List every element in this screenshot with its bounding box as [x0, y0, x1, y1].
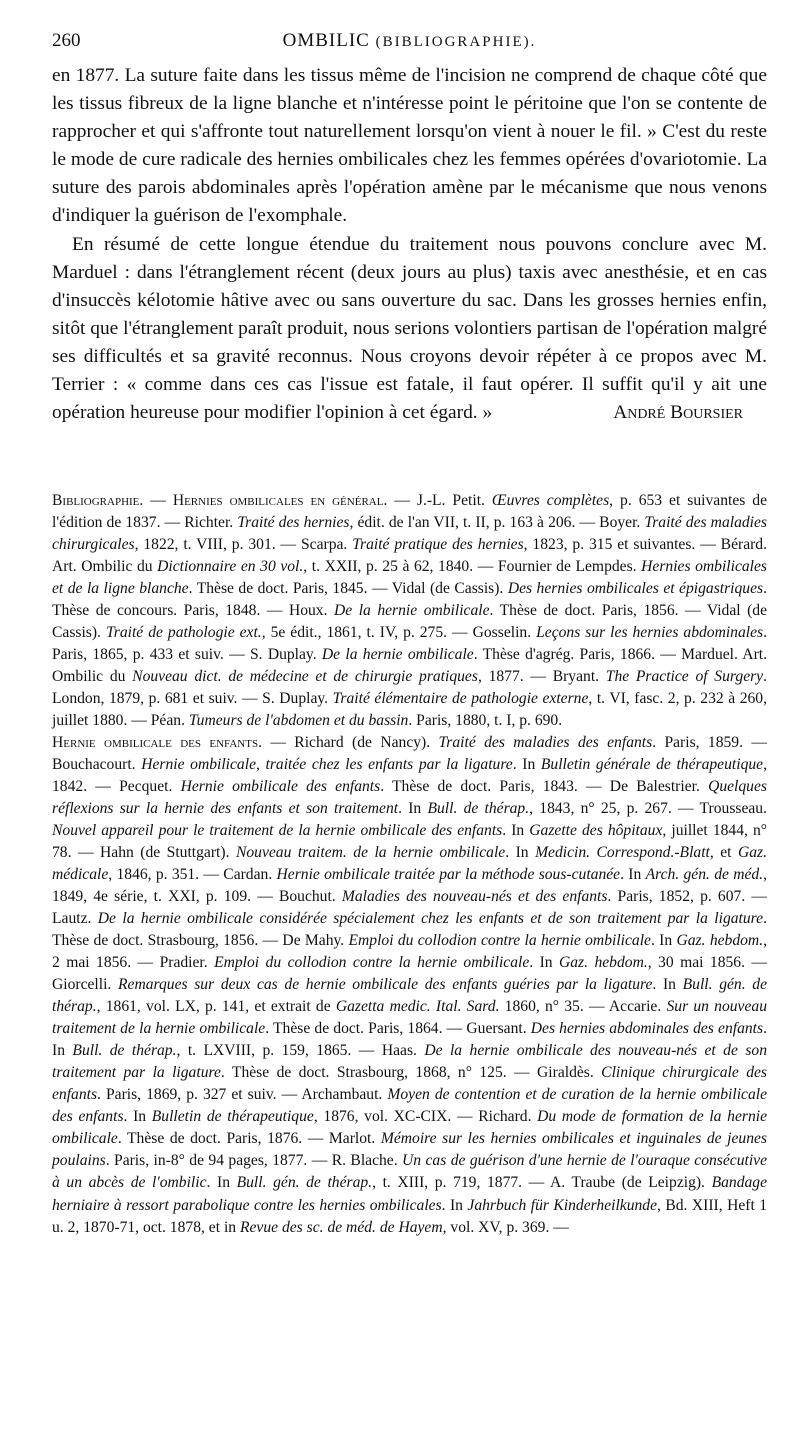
bibliography [52, 490, 767, 1239]
citation-title: Gaz. hebdom. [676, 932, 764, 950]
page-number: 260 [52, 30, 81, 51]
citation-text: . Thèse de doct. Strasbourg, 1856. — De Mahy. [52, 910, 767, 950]
citation-title: Nouveau traitem. de la hernie ombilicale [235, 844, 506, 862]
citation-title: Du mode de formation de la hernie ombilicale [52, 1108, 767, 1148]
citation-title: Jahrbuch für Kinderheilkunde [467, 1196, 658, 1214]
citation-text: . In [652, 976, 683, 994]
bibliography-children-entries [52, 734, 767, 1235]
citation-title: Gaz. médicale [52, 844, 768, 884]
citation-title: Traité des maladies chirurgicales [52, 514, 767, 554]
header-subtitle: (BIBLIOGRAPHIE). [375, 34, 537, 50]
citation-text: . Thèse de doct. Paris, 1845. — Vidal (de Cassis). [188, 580, 508, 598]
citation-title: Emploi du collodion contre la hernie ombilicale [214, 954, 530, 972]
citation-text: . Thèse de doct. Paris, 1843. — De Balestrier. [380, 778, 709, 796]
header-title: OMBILIC [282, 30, 370, 51]
author-signature: André Boursier [613, 402, 743, 424]
citation-text: . Paris, in-8° de 94 pages, 1877. — R. Blache. [105, 1152, 403, 1170]
bibliography-children [52, 732, 767, 1238]
citation-text: , 1849, 4e série, t. XXI, p. 109. — Bouchut. [52, 866, 767, 906]
citation-title: Des hernies abdominales des enfants [530, 1020, 764, 1038]
citation-text: . In [123, 1108, 152, 1126]
bibliography-general-heading: Bibliographie. — Hernies ombilicales en général. [52, 492, 388, 509]
citation-text: , vol. XV, p. 369. — [442, 1218, 569, 1236]
citation-text: , édit. de l'an VII, t. II, p. 163 à 206. — Boyer. [349, 514, 645, 532]
citation-title: De la hernie ombilicale [321, 646, 474, 664]
citation-text: — Richard (de Nancy). [261, 734, 439, 752]
citation-text: , juillet 1844, n° 78. — Hahn (de Stuttgart). [52, 822, 768, 862]
bibliography-children-heading: Hernie ombilicale des enfants. [52, 734, 262, 752]
citation-title: Hernie ombilicale, traitée chez les enfants par la ligature [141, 756, 513, 774]
citation-title: Un cas de guérison d'une hernie de l'ouraque consécutive à un abcès de l'ombilic [52, 1152, 768, 1192]
citation-text: , 1843, n° 25, p. 267. — Trousseau. [529, 800, 767, 818]
citation-text: , 1861, vol. LX, p. 141, et extrait de [96, 998, 336, 1016]
citation-title: Bulletin générale de thérapeutique [540, 756, 764, 774]
citation-text: , t. XXII, p. 25 à 62, 1840. — Fournier de Lempdes. [303, 558, 642, 576]
citation-text: . Thèse de doct. Paris, 1876. — Marlot. [117, 1130, 381, 1148]
citation-title: Bandage herniaire à ressort parabolique contre les hernies ombilicales [52, 1174, 768, 1214]
citation-text: , et [709, 844, 738, 862]
citation-title: Gazette des hôpitaux [529, 822, 663, 840]
citation-title: Remarques sur deux cas de hernie ombilicale des enfants guéries par la ligature [118, 976, 653, 994]
citation-title: Mémoire sur les hernies ombilicales et inguinales de jeunes poulains [52, 1130, 767, 1170]
running-header [52, 30, 767, 60]
main-text [52, 62, 767, 427]
citation-text: , p. 653 et suivantes de l'édition de 1837. — Richter. [52, 492, 768, 532]
citation-text: . In [512, 756, 541, 774]
citation-text: , 2 mai 1856. — Pradier. [52, 932, 767, 972]
citation-title: Des hernies ombilicales et épigastriques [507, 580, 764, 598]
citation-text: , 1846, p. 351. — Cardan. [108, 866, 277, 884]
citation-title: Quelques réflexions sur la hernie des enfants et son traitement [52, 778, 767, 818]
citation-title: Nouvel appareil pour le traitement de la hernie ombilicale des enfants [52, 822, 503, 840]
citation-title: Nouveau dict. de médecine et de chirurgie pratiques [132, 668, 478, 686]
citation-text: , t. VI, fasc. 2, p. 232 à 260, juillet 1880. — Péan. [52, 690, 767, 730]
bibliography-general [52, 490, 767, 732]
citation-title: Bull. de thérap. [72, 1042, 177, 1060]
citation-title: Gaz. hebdom. [559, 954, 648, 972]
citation-title: The Practice of Surgery [605, 668, 764, 686]
bibliography-general-entries [52, 492, 767, 729]
citation-title: Bull. gén. de thérap. [52, 976, 767, 1016]
citation-text: . Thèse de doct. Strasbourg, 1868, n° 125. — Giraldès. [220, 1064, 602, 1082]
citation-title: Leçons sur les hernies abdominales [536, 624, 764, 642]
paragraph-2 [52, 231, 767, 428]
citation-title: Clinique chirurgicale des enfants [52, 1064, 767, 1104]
citation-title: Hernie ombilicale traitée par la méthode sous-cutanée [276, 866, 621, 884]
citation-text: . Thèse d'agrég. Paris, 1866. — Marduel. Art. Ombilic du [52, 646, 767, 686]
citation-title: Bull. gén. de thérap. [236, 1174, 373, 1192]
citation-text: . In [650, 932, 677, 950]
citation-text: . In [52, 1020, 767, 1060]
citation-title: Tumeurs de l'abdomen et du bassin [188, 712, 409, 730]
citation-text: . In [206, 1174, 237, 1192]
citation-title: Traité des hernies [237, 514, 350, 532]
citation-text: . Paris, 1859. — Bouchacourt. [52, 734, 767, 774]
citation-text: , t. LXVIII, p. 159, 1865. — Haas. [176, 1042, 425, 1060]
citation-title: Maladies des nouveau-nés et des enfants [341, 888, 608, 906]
citation-text: . In [441, 1196, 468, 1214]
citation-title: Œuvres complètes [491, 492, 610, 509]
citation-text: — J.-L. Petit. [387, 492, 492, 509]
citation-text: , 1876, vol. XC-CIX. — Richard. [313, 1108, 538, 1126]
citation-text: . In [505, 844, 536, 862]
citation-text: . In [398, 800, 428, 818]
citation-text: . London, 1879, p. 681 et suiv. — S. Duplay. [52, 668, 768, 708]
citation-text: , 1842. — Pecquet. [52, 756, 767, 796]
citation-text: . Paris, 1880, t. I, p. 690. [408, 712, 563, 730]
citation-title: Sur un nouveau traitement de la hernie ombilicale [52, 998, 767, 1038]
citation-text: . In [502, 822, 530, 840]
citation-text: . Paris, 1852, p. 607. — Lautz. [52, 888, 767, 928]
citation-text: , 1877. — Bryant. [477, 668, 606, 686]
citation-text: , 1823, p. 315 et suivantes. — Bérard. Art. Ombilic du [52, 536, 767, 576]
citation-text: , Bd. XIII, Heft 1 u. 2, 1870-71, oct. 1878, et in [52, 1196, 768, 1236]
citation-title: Medicin. Correspond.-Blatt [535, 844, 710, 862]
citation-title: Traité pratique des hernies [352, 536, 524, 554]
citation-title: Arch. gén. de méd. [645, 866, 764, 884]
citation-title: Hernies ombilicales et de la ligne blanche [52, 558, 767, 598]
citation-title: Traité des maladies des enfants [438, 734, 653, 752]
paragraph-1: en 1877. La suture faite dans les tissus même de l'incision ne comprend de chaque côté que les tissus fibreux de la ligne blanche et n'intéresse point le péritoine que l'on se contente de rapprocher et qui s'affronte tout naturellement lorsqu'on vient à nouer le fil. » C'est du reste le mode de cure radicale des hernies ombilicales chez les femmes opérées d'ovariotomie. La suture des parois abdominales après l'opération amène par le mécanisme que nous venons d'indiquer la guérison de l'exomphale. [52, 65, 767, 227]
citation-text: . Paris, 1865, p. 433 et suiv. — S. Duplay. [52, 624, 767, 664]
citation-text: , 1822, t. VIII, p. 301. — Scarpa. [134, 536, 353, 554]
citation-title: Moyen de contention et de curation de la hernie ombilicale des enfants [52, 1086, 767, 1126]
citation-text: . In [529, 954, 559, 972]
citation-title: Gazetta medic. Ital. Sard. [335, 998, 500, 1016]
citation-text: . Thèse de concours. Paris, 1848. — Houx. [52, 580, 767, 620]
citation-title: Traité élémentaire de pathologie externe [332, 690, 589, 708]
citation-title: De la hernie ombilicale considérée spécialement chez les enfants et de son traitement par la ligature [97, 910, 764, 928]
citation-text: . Thèse de doct. Paris, 1864. — Guersant. [265, 1020, 531, 1038]
citation-title: Traité de pathologie ext. [105, 624, 262, 642]
citation-text: 1860, n° 35. — Accarie. [499, 998, 667, 1016]
citation-text: . Paris, 1869, p. 327 et suiv. — Archambaut. [97, 1086, 388, 1104]
citation-title: Emploi du collodion contre la hernie ombilicale [348, 932, 651, 950]
citation-title: Hernie ombilicale des enfants [180, 778, 381, 796]
citation-text: . In [620, 866, 646, 884]
citation-title: De la hernie ombilicale des nouveau-nés et de son traitement par la ligature [52, 1042, 767, 1082]
citation-title: De la hernie ombilicale [334, 602, 490, 620]
citation-text: , t. XIII, p. 719, 1877. — A. Traube (de Leipzig). [372, 1174, 712, 1192]
citation-text: , 5e édit., 1861, t. IV, p. 275. — Gosselin. [261, 624, 537, 642]
citation-title: Dictionnaire en 30 vol. [157, 558, 304, 576]
citation-title: Bulletin de thérapeutique [151, 1108, 314, 1126]
citation-title: Bull. de thérap. [427, 800, 530, 818]
citation-text: . Thèse de doct. Paris, 1856. — Vidal (de Cassis). [52, 602, 767, 642]
running-title [52, 30, 767, 52]
citation-title: Revue des sc. de méd. de Hayem [239, 1218, 443, 1236]
citation-text: , 30 mai 1856. — Giorcelli. [52, 954, 768, 994]
paragraph-2-text: En résumé de cette longue étendue du traitement nous pouvons conclure avec M. Marduel : dans l'étranglement récent (deux jours au plus) taxis avec anesthésie, et en cas d'insuccès kélotomie hâtive avec ou sans ouverture du sac. Dans les grosses hernies enfin, sitôt que l'étranglement paraît produit, nous serions volontiers partisan de l'opération malgré ses difficultés et sa gravité reconnus. Nous croyons devoir répéter à ce propos avec M. Terrier : « comme dans ces cas l'issue est fatale, il faut opérer. Il suffit qu'il y ait une opération heureuse pour modifier l'opinion à cet égard. » [52, 233, 767, 424]
